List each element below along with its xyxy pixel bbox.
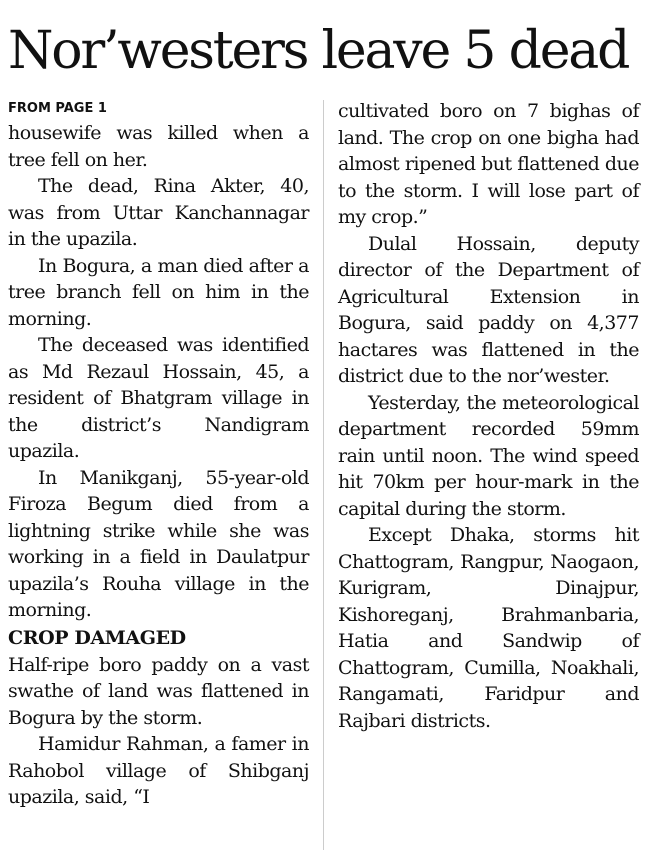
headline: Nor’westers leave 5 dead — [8, 21, 629, 81]
article-column-left — [8, 98, 309, 811]
continuation-label: FROM PAGE 1 — [8, 101, 107, 116]
article-column-right — [338, 98, 639, 734]
subheading: CROP DAMAGED — [8, 626, 186, 649]
paragraph: The dead, Rina Akter, 40, was from Uttar Kanchannagar in the upazila. — [8, 175, 309, 250]
paragraph: The deceased was identified as Md Rezaul Hossain, 45, a resident of Bhatgram village in the district’s Nandigram upazila. — [8, 334, 309, 462]
paragraph: Yesterday, the meteorological department recorded 59mm rain until noon. The wind speed hit 70km per hour-mark in the capital during the storm. — [338, 391, 639, 520]
column-divider — [323, 100, 324, 850]
paragraph: In Manikganj, 55-year-old Firoza Begum died from a lightning strike while she was working in a field in Daulatpur upazila’s Rouha village in the morning. — [8, 466, 309, 621]
paragraph: Dulal Hossain, deputy director of the Department of Agricultural Extension in Bogura, said paddy on 4,377 hactares was flattened in the district due to the nor’wester. — [338, 232, 639, 387]
paragraph: housewife was killed when a tree fell on her. — [8, 122, 309, 171]
paragraph: Hamidur Rahman, a famer in Rahobol village of Shibganj upazila, said, “I — [8, 733, 309, 808]
paragraph: cultivated boro on 7 bighas of land. The crop on one bigha had almost ripened but flattened due to the storm. I will lose part of my crop.” — [338, 100, 639, 228]
paragraph: Except Dhaka, storms hit Chattogram, Rangpur, Naogaon, Kurigram, Dinajpur, Kishoreganj, Brahmanbaria, Hatia and Sandwip of Chattogram, Cumilla, Noakhali, Rangamati, Faridpur and Rajbari districts. — [338, 524, 639, 732]
paragraph: In Bogura, a man died after a tree branch fell on him in the morning. — [8, 254, 309, 330]
paragraph: Half-ripe boro paddy on a vast swathe of land was flattened in Bogura by the storm. — [8, 653, 309, 729]
